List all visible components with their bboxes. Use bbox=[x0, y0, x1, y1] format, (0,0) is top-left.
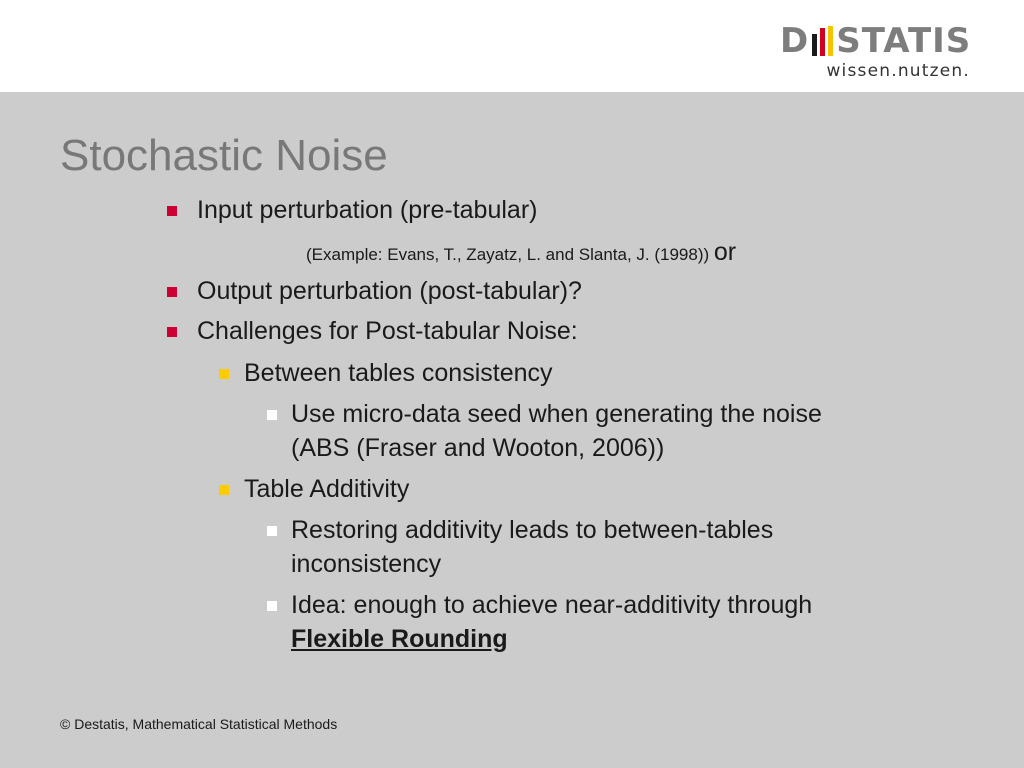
logo-tagline: wissen.nutzen. bbox=[826, 61, 970, 81]
destatis-logo bbox=[780, 22, 992, 82]
bullet-idea-line2: Flexible Rounding bbox=[291, 625, 508, 653]
example-text: (Example: Evans, T., Zayatz, L. and Slanta, J. (1998)) bbox=[306, 245, 710, 264]
logo-flag-bars-icon bbox=[812, 26, 833, 56]
bullet-level2-icon bbox=[219, 369, 229, 379]
bullet-micro-data-line1: Use micro-data seed when generating the noise bbox=[291, 400, 822, 428]
bullet-micro-data-line2: (ABS (Fraser and Wooton, 2006)) bbox=[291, 434, 665, 462]
example-citation bbox=[306, 237, 736, 270]
slide-title: Stochastic Noise bbox=[60, 131, 388, 180]
example-or: or bbox=[713, 238, 737, 266]
bullet-level1-icon bbox=[167, 206, 177, 216]
header-bar bbox=[0, 0, 1024, 92]
logo-letter-d: D bbox=[780, 21, 810, 61]
bullet-level3-icon bbox=[267, 601, 277, 611]
bullet-table-additivity: Table Additivity bbox=[244, 475, 410, 503]
bullet-level2-icon bbox=[219, 485, 229, 495]
bullet-output-perturbation: Output perturbation (post-tabular)? bbox=[197, 277, 582, 305]
bullet-idea-line1: Idea: enough to achieve near-additivity through bbox=[291, 591, 813, 619]
bullet-level3-icon bbox=[267, 410, 277, 420]
bullet-input-perturbation: Input perturbation (pre-tabular) bbox=[197, 196, 538, 224]
bullet-restoring-line2: inconsistency bbox=[291, 550, 442, 578]
footer-copyright: © Destatis, Mathematical Statistical Methods bbox=[60, 716, 338, 732]
bullet-level1-icon bbox=[167, 327, 177, 337]
bullet-level3-icon bbox=[267, 526, 277, 536]
bullet-level1-icon bbox=[167, 287, 177, 297]
bullet-challenges: Challenges for Post-tabular Noise: bbox=[197, 317, 578, 345]
logo-letters: STATIS bbox=[836, 21, 972, 61]
bullet-restoring-line1: Restoring additivity leads to between-tables bbox=[291, 516, 774, 544]
bullet-between-tables: Between tables consistency bbox=[244, 359, 553, 387]
